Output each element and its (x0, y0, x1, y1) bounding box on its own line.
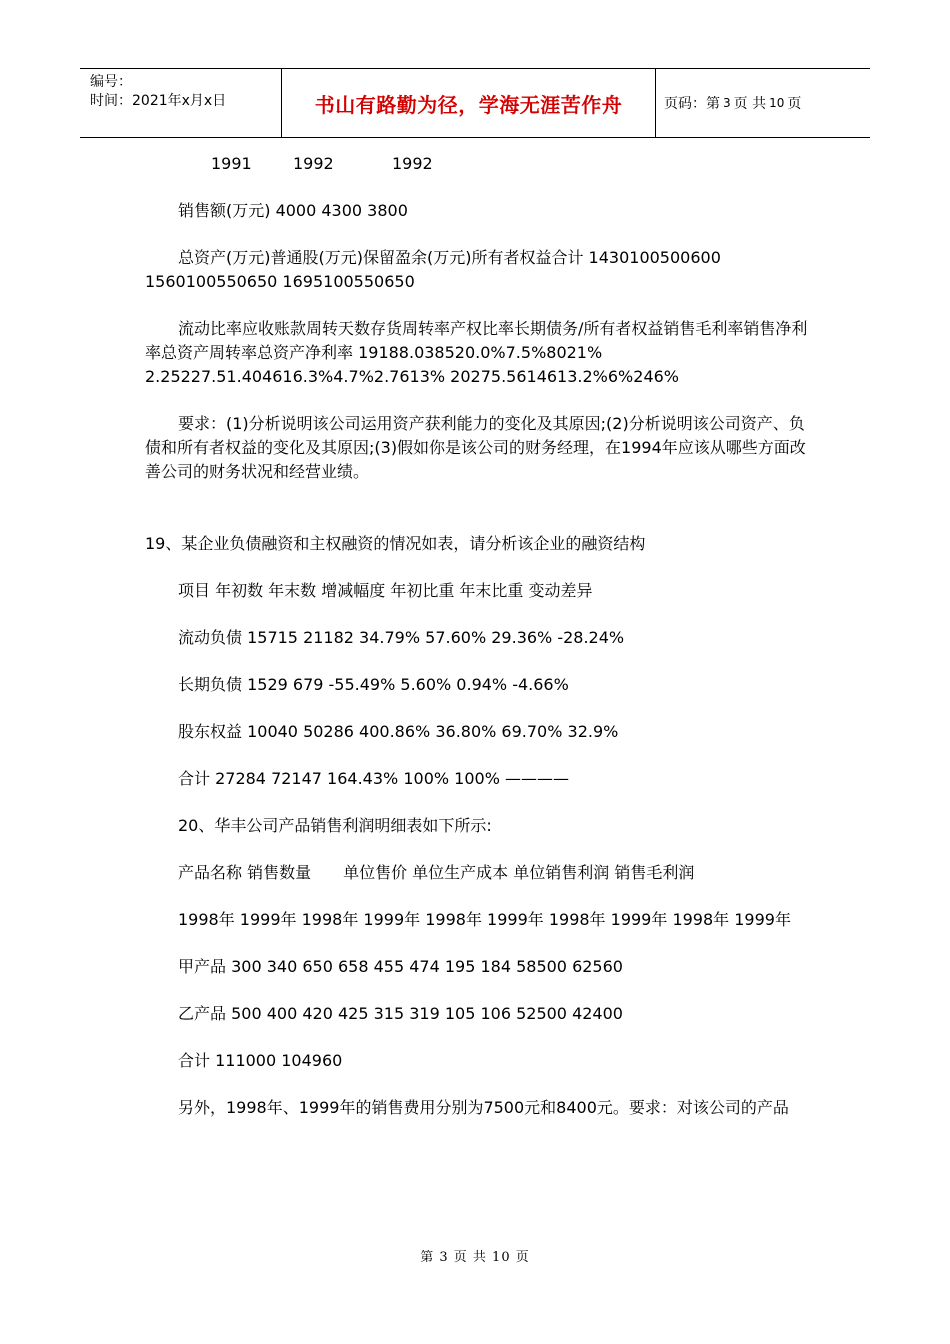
page-code-number: 3 (723, 96, 731, 110)
year-1991: 1991 (211, 154, 252, 173)
document-number-label: 编号： (90, 74, 132, 90)
page-code-mid: 页 共 (733, 96, 767, 112)
question-20-title: 20、华丰公司产品销售利润明细表如下所示: (178, 816, 492, 835)
question-19-title: 19、某企业负债融资和主权融资的情况如表，请分析该企业的融资结构 (145, 534, 646, 553)
page-code-suffix: 页 (787, 96, 802, 112)
q19-row-current-liabilities: 流动负债 15715 21182 34.79% 57.60% 29.36% -28.24% (178, 628, 625, 647)
q19-row-total: 合计 27284 72147 164.43% 100% 100% ———— (178, 769, 569, 788)
q20-note: 另外，1998年、1999年的销售费用分别为7500元和8400元。要求：对该公司的产品 (178, 1098, 789, 1117)
q20-table-header: 产品名称 销售数量 单位售价 单位生产成本 单位销售利润 销售毛利润 (178, 863, 695, 882)
requirements-paragraph: 要求：(1)分析说明该公司运用资产获利能力的变化及其原因;(2)分析说明该公司资产、负债和所有者权益的变化及其原因;(3)假如你是该公司的财务经理，在1994年应该从哪些方面改善公司的财务状况和经营业绩。 (145, 414, 806, 481)
q19-row-shareholder-equity: 股东权益 10040 50286 400.86% 36.80% 69.70% 32.9% (178, 722, 619, 741)
years-row (145, 152, 810, 176)
q20-year-row: 1998年 1999年 1998年 1999年 1998年 1999年 1998年 1999年 1998年 1999年 (178, 910, 791, 929)
page-code-prefix: 页码：第 (664, 96, 720, 112)
page-code-total: 10 (769, 96, 785, 110)
q19-table-header: 项目 年初数 年末数 增减幅度 年初比重 年末比重 变动差异 (178, 581, 593, 600)
header-motto: 书山有路勤为径，学海无涯苦作舟 (314, 92, 623, 117)
header-divider-right (655, 69, 656, 137)
page-footer: 第 3 页 共 10 页 (420, 1250, 530, 1265)
q20-row-total: 合计 111000 104960 (178, 1051, 343, 1070)
header-page-code (664, 69, 801, 137)
page-header (80, 68, 870, 138)
header-info (90, 73, 226, 111)
sales-line: 销售额(万元) 4000 4300 3800 (178, 201, 408, 220)
document-time-label: 时间：2021年x月x日 (90, 93, 227, 109)
q20-row-product-a: 甲产品 300 340 650 658 455 474 195 184 58500 62560 (178, 957, 623, 976)
year-1992-a: 1992 (293, 154, 334, 173)
document-body (145, 152, 810, 1143)
ratios-line: 流动比率应收账款周转天数存货周转率产权比率长期债务/所有者权益销售毛利率销售净利率总资产周转率总资产净利率 19188.038520.0%7.5%8021% 2.25227.51.404616.3%4.7%2.7613% 20275.5614613.2%6%246% (145, 319, 808, 386)
q19-row-long-term-liabilities: 长期负债 1529 679 -55.49% 5.60% 0.94% -4.66% (178, 675, 569, 694)
year-1992-b: 1992 (392, 154, 433, 173)
q20-row-product-b: 乙产品 500 400 420 425 315 319 105 106 52500 42400 (178, 1004, 623, 1023)
assets-line: 总资产(万元)普通股(万元)保留盈余(万元)所有者权益合计 1430100500600 1560100550650 1695100550650 (145, 248, 721, 291)
